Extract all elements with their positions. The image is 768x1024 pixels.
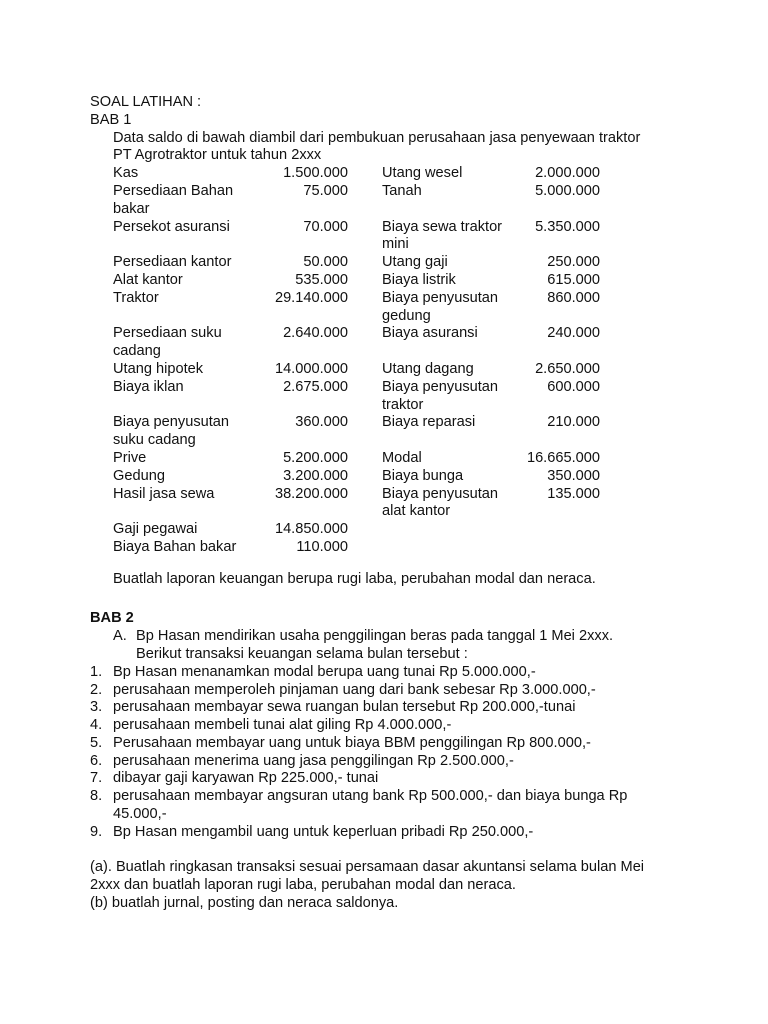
transaction-item [90,770,690,788]
ledger-right-amount: 600.000 [547,378,600,395]
ledger-gap [348,165,382,183]
ledger-left-label: Biaya iklan [113,378,184,395]
ledger-right-label: Biaya sewa traktor mini [382,218,503,253]
ledger-left-label: Kas [113,165,139,182]
ledger-right-amount: 240.000 [547,325,600,342]
ledger-right-amount: 2.650.000 [535,360,600,377]
ledger-right-label: Biaya reparasi [382,414,476,431]
transaction-number: 2. [90,681,103,698]
bab1-intro-line1: Data saldo di bawah diambil dari pembukuan perusahaan jasa penyewaan traktor [113,129,641,146]
transaction-item [90,699,690,717]
ledger-right-label: Biaya bunga [382,467,464,484]
ledger-right-amount: 16.665.000 [526,449,600,466]
ledger-right-amount: 5.000.000 [535,182,600,199]
ledger-left-label: Hasil jasa sewa [113,485,215,502]
ledger-left-label: Biaya penyusutan suku cadang [113,414,230,449]
ledger-right-amount: 250.000 [547,254,600,271]
ledger-left-amount: 14.850.000 [274,521,348,538]
document-title: SOAL LATIHAN : [90,94,202,110]
transaction-text: perusahaan menerima uang jasa penggilingan Rp 2.500.000,- [113,752,514,769]
question-b: (b) buatlah jurnal, posting dan neraca saldonya. [90,895,399,912]
ledger-gap [348,183,382,219]
bab1-intro-line2: PT Agrotraktor untuk tahun 2xxx [113,147,322,164]
question-a: (a). Buatlah ringkasan transaksi sesuai persamaan dasar akuntansi selama bulan Mei 2xxx dan buatlah laporan rugi laba, perubahan modal dan neraca. [90,859,645,894]
ledger-right-amount: 2.000.000 [535,165,600,182]
ledger-right-amount: 210.000 [547,414,600,431]
bab2-section-a [90,628,690,664]
transaction-list [90,664,690,842]
document-page [90,94,690,913]
ledger-left-amount: 14.000.000 [274,360,348,377]
ledger-left-label: Utang hipotek [113,360,204,377]
transaction-number: 7. [90,770,103,787]
ledger-right-amount [510,521,600,539]
transaction-text: Bp Hasan menanamkan modal berupa uang tunai Rp 5.000.000,- [113,663,536,680]
ledger-left-label: Persediaan Bahan bakar [113,182,234,217]
transaction-text: perusahaan membeli tunai alat giling Rp 4.000.000,- [113,717,452,734]
ledger-gap [348,254,382,272]
ledger-right-label: Biaya penyusutan alat kantor [382,485,499,520]
ledger-right-amount: 5.350.000 [535,218,600,235]
bab2-heading: BAB 2 [90,610,134,627]
transaction-text: dibayar gaji karyawan Rp 225.000,- tunai [113,770,379,787]
ledger-gap [348,450,382,468]
transaction-text: Bp Hasan mengambil uang untuk keperluan pribadi Rp 250.000,- [113,823,534,840]
ledger-right-amount [510,539,600,557]
ledger-right-amount: 860.000 [547,289,600,306]
ledger-gap [348,539,382,557]
ledger-left-amount: 3.200.000 [283,467,348,484]
ledger-left-amount: 50.000 [303,254,348,271]
ledger-table [113,165,690,557]
ledger-left-label: Gaji pegawai [113,521,198,538]
ledger-left-amount: 2.675.000 [283,378,348,395]
transaction-item [90,735,690,753]
ledger-right-label: Tanah [382,182,422,199]
transaction-item [90,682,690,700]
ledger-right-label: Biaya penyusutan gedung [382,289,499,324]
ledger-gap [348,521,382,539]
ledger-left-label: Persediaan kantor [113,254,232,271]
ledger-left-amount: 110.000 [296,538,348,555]
ledger-right-amount: 135.000 [547,485,600,502]
transaction-number: 5. [90,734,103,751]
ledger-right-amount: 350.000 [547,467,600,484]
ledger-left-amount: 75.000 [303,182,348,199]
ledger-gap [348,414,382,450]
transaction-item [90,717,690,735]
transaction-number: 3. [90,699,103,716]
ledger-right-label: Utang dagang [382,360,474,377]
transaction-item [90,664,690,682]
transaction-number: 1. [90,663,103,680]
ledger-gap [348,486,382,522]
ledger-gap [348,325,382,361]
ledger-left-amount: 70.000 [303,218,348,235]
ledger-left-amount: 29.140.000 [274,289,348,306]
ledger-left-label: Persediaan suku cadang [113,325,222,360]
transaction-item [90,753,690,771]
ledger-left-label: Traktor [113,289,159,306]
ledger-right-amount: 615.000 [547,271,600,288]
transaction-number: 6. [90,752,103,769]
bab1-heading: BAB 1 [90,111,132,128]
bab1-instruction: Buatlah laporan keuangan berupa rugi laba, perubahan modal dan neraca. [113,570,596,587]
ledger-right-label: Biaya penyusutan traktor [382,378,499,413]
ledger-left-label: Biaya Bahan bakar [113,538,237,555]
ledger-right-label: Utang wesel [382,165,463,182]
ledger-gap [348,219,382,255]
ledger-right-label: Modal [382,449,422,466]
ledger-left-amount: 38.200.000 [274,485,348,502]
ledger-gap [348,361,382,379]
ledger-right-label: Biaya asuransi [382,325,478,342]
section-a-marker: A. [113,628,127,645]
ledger-left-label: Prive [113,449,147,466]
ledger-left-amount: 1.500.000 [283,165,348,182]
section-a-text: Bp Hasan mendirikan usaha penggilingan beras pada tanggal 1 Mei 2xxx. Berikut transaksi keuangan selama bulan tersebut : [136,628,614,662]
transaction-text: perusahaan membayar angsuran utang bank Rp 500.000,- dan biaya bunga Rp 45.000,- [113,788,628,823]
transaction-text: perusahaan memperoleh pinjaman uang dari bank sebesar Rp 3.000.000,- [113,681,596,698]
ledger-left-label: Persekot asuransi [113,218,230,235]
ledger-right-label [382,539,510,557]
transaction-item [90,788,690,824]
transaction-text: perusahaan membayar sewa ruangan bulan tersebut Rp 200.000,-tunai [113,699,576,716]
transaction-number: 4. [90,717,103,734]
ledger-left-amount: 535.000 [295,271,348,288]
ledger-gap [348,379,382,415]
ledger-left-label: Gedung [113,467,165,484]
ledger-gap [348,290,382,326]
ledger-left-amount: 5.200.000 [283,449,348,466]
ledger-left-amount: 2.640.000 [283,325,348,342]
ledger-left-amount: 360.000 [295,414,348,431]
transaction-item [90,824,690,842]
ledger-right-label [382,521,510,539]
transaction-number: 9. [90,823,103,840]
ledger-gap [348,468,382,486]
ledger-right-label: Utang gaji [382,254,448,271]
ledger-gap [348,272,382,290]
transaction-text: Perusahaan membayar uang untuk biaya BBM penggilingan Rp 800.000,- [113,734,591,751]
ledger-left-label: Alat kantor [113,271,183,288]
transaction-number: 8. [90,788,103,805]
ledger-right-label: Biaya listrik [382,271,456,288]
